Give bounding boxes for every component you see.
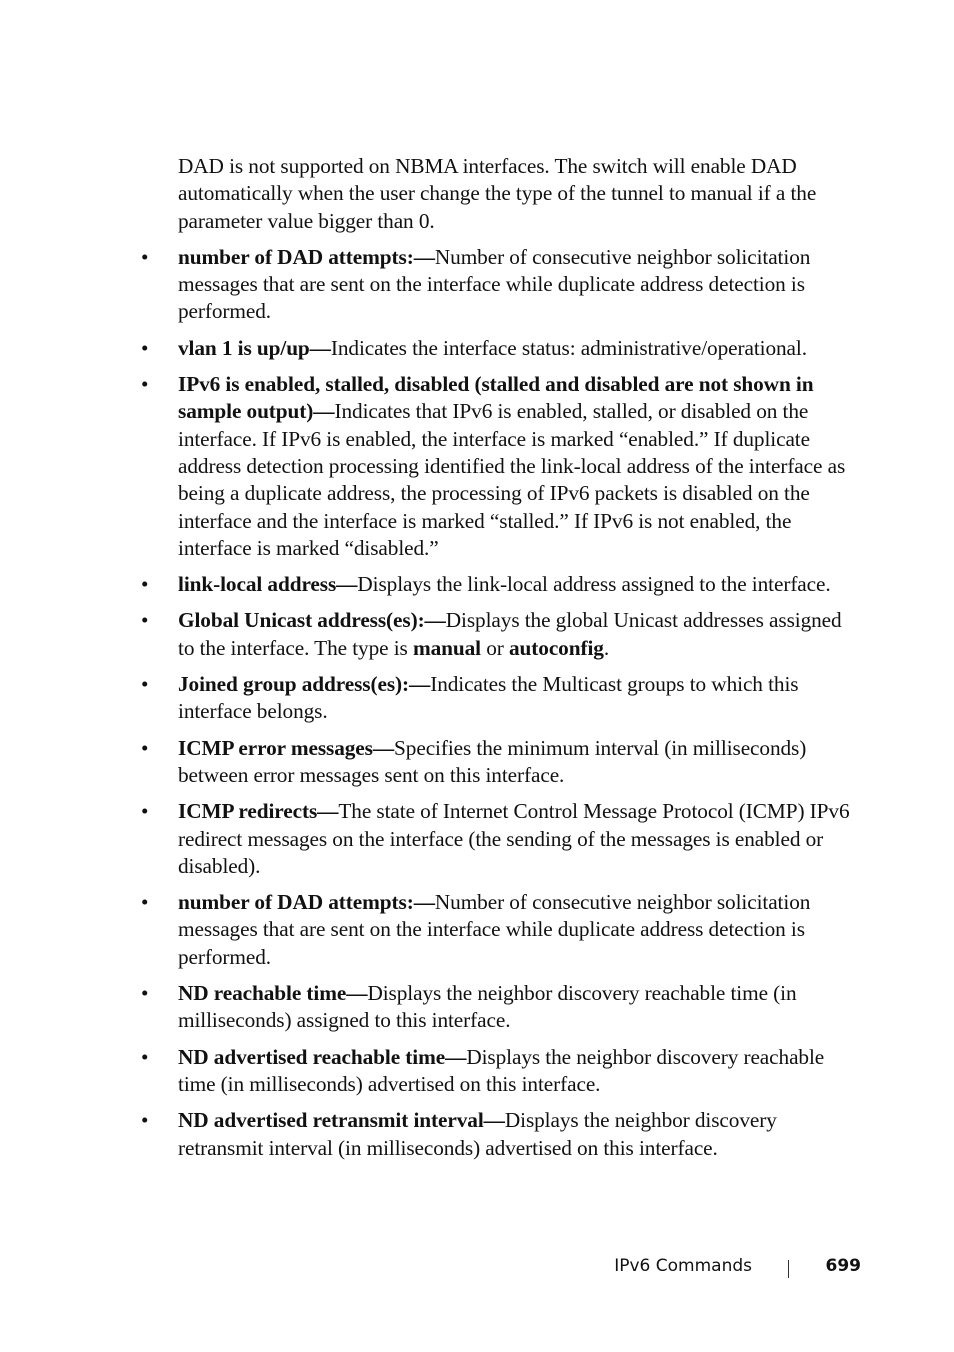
intro-paragraph: DAD is not supported on NBMA interfaces. The switch will enable DAD automatically when the user change the type of the tunnel to manual if a the parameter value bigger than 0. <box>178 154 817 233</box>
field-descriptions-list <box>141 244 858 1162</box>
list-item <box>141 798 858 880</box>
list-item <box>141 244 858 326</box>
list-item <box>141 371 858 562</box>
type-autoconfig: autoconfig <box>508 635 604 660</box>
item-description: The state of Internet Control Message Protocol (ICMP) IPv6 redirect messages on the interface (the sending of the messages is enabled or disabled). <box>178 799 850 878</box>
item-term: ND reachable time— <box>178 981 368 1006</box>
page-body <box>141 153 858 1171</box>
list-item <box>141 889 858 971</box>
item-description: Displays the link-local address assigned to the interface. <box>357 572 831 597</box>
item-term: number of DAD attempts:— <box>178 244 435 269</box>
bullet-icon: • <box>141 608 149 633</box>
list-item <box>141 735 858 790</box>
item-term: ND advertised reachable time— <box>178 1044 467 1069</box>
item-term: link-local address— <box>178 572 358 597</box>
item-description: Indicates the interface status: administrative/operational. <box>330 335 807 360</box>
bullet-icon: • <box>141 572 149 597</box>
item-description: Displays the neighbor discovery retransmit interval (in milliseconds) advertised on this interface. <box>178 1108 777 1160</box>
item-description-end: . <box>603 635 610 660</box>
bullet-icon: • <box>141 335 149 360</box>
footer-divider <box>788 1260 789 1278</box>
list-item <box>141 335 858 362</box>
bullet-icon: • <box>141 244 149 269</box>
list-item <box>141 571 858 598</box>
item-term: ICMP redirects— <box>178 799 339 824</box>
page-footer <box>0 1256 954 1282</box>
item-description: Indicates the Multicast groups to which this interface belongs. <box>178 672 799 724</box>
item-description: Indicates that IPv6 is enabled, stalled, or disabled on the interface. If IPv6 is enabled, the interface is marked “enabled.” If duplicate address detection processing identified the link-local address of the interface as being a duplicate address, the processing of IPv6 packets is disabled on the interface and the interface is marked “stalled.” If IPv6 is not enabled, the interface is marked “disabled.” <box>178 399 846 560</box>
item-term: Global Unicast address(es):— <box>178 608 446 633</box>
item-description: Displays the global Unicast addresses assigned to the interface. The type is <box>178 608 842 660</box>
bullet-icon: • <box>141 672 149 697</box>
item-description: Displays the neighbor discovery reachable time (in milliseconds) assigned to this interface. <box>178 981 797 1033</box>
item-term: number of DAD attempts:— <box>178 890 435 915</box>
bullet-icon: • <box>141 981 149 1006</box>
item-term: ICMP error messages— <box>178 735 395 760</box>
list-item <box>141 1044 858 1099</box>
list-item <box>141 1107 858 1162</box>
item-term: ND advertised retransmit interval— <box>178 1108 505 1133</box>
item-description: Displays the neighbor discovery reachable time (in milliseconds) advertised on this interface. <box>178 1044 825 1096</box>
item-term: vlan 1 is up/up— <box>178 335 331 360</box>
page-number: 699 <box>825 1256 861 1276</box>
list-item <box>141 671 858 726</box>
bullet-icon: • <box>141 799 149 824</box>
list-item <box>141 607 858 662</box>
bullet-icon: • <box>141 1044 149 1069</box>
item-description: Number of consecutive neighbor solicitation messages that are sent on the interface while duplicate address detection is performed. <box>178 890 811 969</box>
bullet-icon: • <box>141 735 149 760</box>
item-term: IPv6 is enabled, stalled, disabled (stalled and disabled are not shown in sample output)— <box>178 372 814 424</box>
item-description-mid: or <box>480 635 509 660</box>
list-item <box>141 980 858 1035</box>
footer-section-title: IPv6 Commands <box>614 1256 752 1276</box>
bullet-icon: • <box>141 890 149 915</box>
bullet-icon: • <box>141 372 149 397</box>
item-description: Specifies the minimum interval (in milliseconds) between error messages sent on this interface. <box>178 735 807 787</box>
bullet-icon: • <box>141 1108 149 1133</box>
item-description: Number of consecutive neighbor solicitation messages that are sent on the interface while duplicate address detection is performed. <box>178 244 811 324</box>
item-term: Joined group address(es):— <box>178 672 431 697</box>
type-manual: manual <box>412 635 481 660</box>
